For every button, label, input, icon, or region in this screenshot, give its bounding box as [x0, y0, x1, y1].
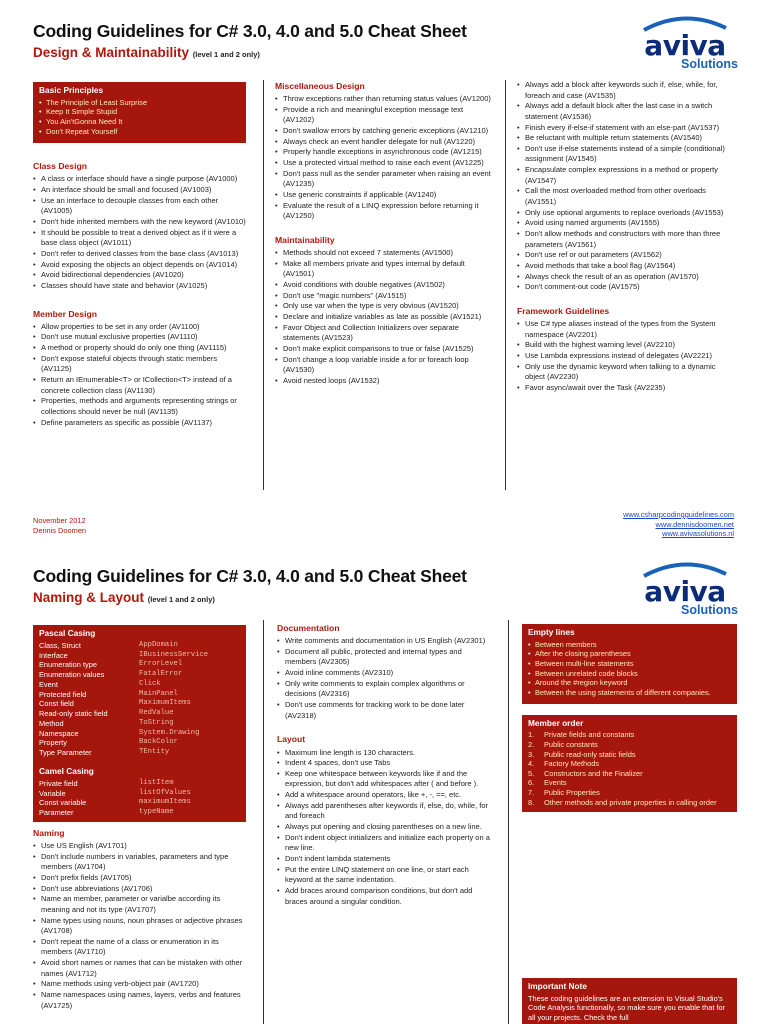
- list-item: • Don't use ref or out parameters (AV1562): [517, 250, 737, 261]
- naming-layout-sheet: [0, 548, 768, 1024]
- logo-word: aviva: [644, 29, 726, 62]
- list-item: • Don't indent lambda statements: [277, 854, 495, 865]
- casing-kind: Const variable: [39, 798, 87, 808]
- list-item: • Write comments and documentation in US English (AV2301): [277, 636, 495, 647]
- sheet-subtitle: [33, 588, 215, 607]
- casing-kind: Interface: [39, 650, 68, 660]
- list-item: • You Ain'tGonna Need It: [39, 117, 240, 127]
- casing-example: typeName: [139, 808, 174, 817]
- maintainability-continued-list: [517, 80, 737, 293]
- member-design-list: [33, 322, 246, 428]
- casing-example: Click: [139, 679, 161, 688]
- list-item: Public Properties: [544, 788, 600, 798]
- pascal-casing-table: [39, 641, 240, 758]
- list-item: • Avoid methods that take a bool flag (AV1564): [517, 261, 737, 272]
- table-row: [39, 651, 240, 661]
- list-item: • Return an IEnumerable<T> or ICollection<T> instead of a concrete collection class (AV1130): [33, 375, 246, 396]
- basic-principles-heading: Basic Principles: [39, 85, 104, 95]
- list-item: • Avoid conditions with double negatives (AV1502): [275, 280, 493, 291]
- list-item: • Don't use comments for tracking work to be done later (AV2318): [277, 700, 495, 721]
- misc-design-list: [275, 94, 493, 222]
- column-divider: [508, 620, 509, 1024]
- table-row: [39, 699, 240, 709]
- list-item: • The Principle of Least Surprise: [39, 98, 240, 108]
- list-item: • Don't use "magic numbers" (AV1515): [275, 291, 493, 302]
- table-row: [39, 779, 240, 789]
- logo-solutions: Solutions: [681, 57, 738, 71]
- list-item: • Use a protected virtual method to raise each event (AV1225): [275, 158, 493, 169]
- casing-example: maximumItems: [139, 798, 191, 807]
- casing-example: ToString: [139, 718, 174, 727]
- footer-author: Dennis Doomen: [33, 525, 86, 535]
- list-item: • An interface should be small and focused (AV1003): [33, 185, 246, 196]
- empty-lines-heading: Empty lines: [528, 627, 575, 637]
- documentation-heading: Documentation: [277, 623, 340, 633]
- list-item: • Don't Repeat Yourself: [39, 127, 240, 137]
- list-item: • Build with the highest warning level (AV2210): [517, 340, 737, 351]
- list-item: • Put the entire LINQ statement on one line, or start each keyword at the same indentation.: [277, 865, 495, 886]
- list-item: • Don't allow methods and constructors with more than three parameters (AV1561): [517, 229, 737, 250]
- list-item: • Don't use mutual exclusive properties (AV1110): [33, 332, 246, 343]
- class-design-heading: Class Design: [33, 161, 87, 172]
- column-divider: [505, 80, 506, 490]
- casing-kind: Private field: [39, 778, 78, 788]
- column-1: [33, 82, 246, 428]
- list-item: • Don't pass null as the sender parameter when raising an event (AV1235): [275, 169, 493, 190]
- table-row: [39, 798, 240, 808]
- list-item: • Don't make explicit comparisons to true or false (AV1525): [275, 344, 493, 355]
- list-item: • Don't use abbreviations (AV1706): [33, 884, 246, 895]
- camel-casing-table: [39, 779, 240, 818]
- casing-kind: Enumeration type: [39, 660, 97, 670]
- camel-casing-heading: Camel Casing: [39, 765, 94, 776]
- framework-heading: Framework Guidelines: [517, 305, 610, 316]
- maintainability-heading: Maintainability: [275, 234, 335, 245]
- list-item: • Name an member, parameter or varialbe according its meaning and not its type (AV1707): [33, 894, 246, 915]
- list-item: • Don't include numbers in variables, parameters and type members (AV1704): [33, 852, 246, 873]
- list-item: • Between unrelated code blocks: [528, 669, 731, 679]
- list-item: • Don't swallow errors by catching generic exceptions (AV1210): [275, 126, 493, 137]
- casing-example: FatalError: [139, 670, 183, 679]
- level-note: (level 1 and 2 only): [147, 595, 215, 604]
- list-item: • Make all members private and types internal by default (AV1501): [275, 259, 493, 280]
- list-item: • Document all public, protected and internal types and members (AV2305): [277, 647, 495, 668]
- list-item: • Between multi-line statements: [528, 659, 731, 669]
- list-item: • A class or interface should have a single purpose (AV1000): [33, 174, 246, 185]
- list-item: • Don't refer to derived classes from the base class (AV1013): [33, 249, 246, 260]
- list-item: • Avoid exposing the objects an object depends on (AV1014): [33, 260, 246, 271]
- list-item: • Add braces around comparison conditions, but don't add braces around a singular condition.: [277, 886, 495, 907]
- list-item: • Use C# type aliases instead of the types from the System namespace (AV2201): [517, 319, 737, 340]
- list-item: • Don't use if-else statements instead of a simple (conditional) assignment (AV1545): [517, 144, 737, 165]
- footer-link[interactable]: www.csharpcodingguidelines.com: [623, 510, 734, 519]
- list-item: • Always check an event handler delegate for null (AV1220): [275, 137, 493, 148]
- list-item: • Define parameters as specific as possible (AV1137): [33, 418, 246, 429]
- list-item: • Be reluctant with multiple return statements (AV1540): [517, 133, 737, 144]
- list-item: • Indent 4 spaces, don't use Tabs: [277, 758, 495, 769]
- list-item: • Keep It Simple Stupid: [39, 107, 240, 117]
- class-design-list: [33, 174, 246, 291]
- list-item: Public read-only static fields: [544, 749, 636, 759]
- casing-kind: Enumeration values: [39, 670, 105, 680]
- list-item: • Call the most overloaded method from other overloads (AV1551): [517, 186, 737, 207]
- list-item: • Use generic constraints if applicable (AV1240): [275, 190, 493, 201]
- list-item: • Evaluate the result of a LINQ expression before returning it (AV1250): [275, 201, 493, 222]
- logo-word: aviva: [644, 575, 726, 608]
- footer-date: November 2012: [33, 516, 86, 525]
- footer-link[interactable]: www.avivasolutions.nl: [662, 529, 734, 539]
- sheet-subtitle: [33, 43, 260, 62]
- member-design-heading: Member Design: [33, 308, 97, 319]
- logo-solutions: Solutions: [681, 603, 738, 617]
- sheet-title: Coding Guidelines for C# 3.0, 4.0 and 5.0 Cheat Sheet: [33, 21, 467, 41]
- list-item: • Only use optional arguments to replace overloads (AV1553): [517, 208, 737, 219]
- important-note-box: [522, 978, 737, 1024]
- empty-lines-box: [522, 624, 737, 704]
- table-row: [39, 719, 240, 729]
- level-note: (level 1 and 2 only): [192, 50, 260, 59]
- casing-kind: Class, Struct: [39, 640, 81, 650]
- list-item: • Only write comments to explain complex algorithms or decisions (AV2316): [277, 679, 495, 700]
- table-row: [39, 808, 240, 818]
- column-divider: [263, 80, 264, 490]
- layout-heading: Layout: [277, 734, 306, 745]
- aviva-logo: [630, 12, 740, 70]
- list-item: Factory Methods: [544, 759, 600, 769]
- list-item: • Use Lambda expressions instead of delegates (AV2221): [517, 351, 737, 362]
- list-item: • Encapsulate complex expressions in a method or property (AV1547): [517, 165, 737, 186]
- list-item: • Between members: [528, 640, 731, 650]
- list-item: • Provide a rich and meaningful exception message text (AV1202): [275, 105, 493, 126]
- list-item: • Methods should not exceed 7 statements (AV1500): [275, 248, 493, 259]
- list-item: • Always put opening and closing parentheses on a new line.: [277, 822, 495, 833]
- list-item: • A method or property should do only one thing (AV1115): [33, 343, 246, 354]
- list-item: • Don't prefix fields (AV1705): [33, 873, 246, 884]
- misc-design-heading: Miscellaneous Design: [275, 81, 365, 91]
- casing-example: AppDomain: [139, 640, 178, 649]
- casing-example: MainPanel: [139, 689, 178, 698]
- list-item: • Avoid inline comments (AV2310): [277, 668, 495, 679]
- layout-list: [277, 748, 495, 908]
- list-item: Private fields and constants: [544, 730, 635, 740]
- list-item: • After the closing parentheses: [528, 649, 731, 659]
- pascal-casing-heading: Pascal Casing: [39, 628, 96, 638]
- list-item: • Name methods using verb-object pair (AV1720): [33, 979, 246, 990]
- list-item: • Declare and initialize variables as late as possible (AV1521): [275, 312, 493, 323]
- footer-link[interactable]: www.dennisdoomen.net: [655, 519, 734, 529]
- list-item: • Classes should have state and behavior (AV1025): [33, 281, 246, 292]
- list-item: • Use US English (AV1701): [33, 841, 246, 852]
- list-item: • Avoid using named arguments (AV1555): [517, 218, 737, 229]
- list-item: • Favor Object and Collection Initializers over separate statements (AV1523): [275, 323, 493, 344]
- list-item: • Avoid short names or names that can be mistaken with other names (AV1712): [33, 958, 246, 979]
- list-item: • Name types using nouns, noun phrases or adjective phrases (AV1708): [33, 916, 246, 937]
- maintainability-list: [275, 248, 493, 386]
- list-item: • Avoid bidirectional dependencies (AV1020): [33, 270, 246, 281]
- casing-kind: Method: [39, 718, 64, 728]
- list-item: • Name namespaces using names, layers, verbs and features (AV1725): [33, 990, 246, 1011]
- list-item: • Only use the dynamic keyword when talking to a dynamic object (AV2230): [517, 362, 737, 383]
- casing-kind: Type Parameter: [39, 748, 92, 758]
- list-item: • Always add parentheses after keywords if, else, do, while, for and foreach: [277, 801, 495, 822]
- table-row: [39, 680, 240, 690]
- casing-example: MaximumItems: [139, 699, 191, 708]
- casing-kind: Namespace: [39, 728, 79, 738]
- member-order-heading: Member order: [528, 717, 584, 728]
- subtitle-text: Design & Maintainability: [33, 45, 190, 60]
- column-2: [275, 80, 493, 386]
- casing-kind: Const field: [39, 699, 74, 709]
- list-item: • Don't repeat the name of a class or enumeration in its members (AV1710): [33, 937, 246, 958]
- casing-example: BackColor: [139, 738, 178, 747]
- column-3: [522, 624, 737, 812]
- casing-example: listOfValues: [139, 788, 191, 797]
- column-3: [517, 80, 737, 394]
- list-item: • Only use var when the type is very obvious (AV1520): [275, 301, 493, 312]
- basic-principles-box: [33, 82, 246, 143]
- list-item: • Don't comment-out code (AV1575): [517, 282, 737, 293]
- list-item: • Always check the result of an as operation (AV1570): [517, 272, 737, 283]
- list-item: • Allow properties to be set in any order (AV1100): [33, 322, 246, 333]
- documentation-list: [277, 636, 495, 721]
- casing-box: [33, 625, 246, 822]
- table-row: [39, 738, 240, 748]
- casing-kind: Property: [39, 738, 67, 748]
- casing-example: System.Drawing: [139, 728, 200, 737]
- list-item: Other methods and private properties in calling order: [544, 797, 717, 807]
- list-item: • Don't indent object initializers and initialize each property on a new line.: [277, 833, 495, 854]
- framework-list: [517, 319, 737, 393]
- sheet-title: Coding Guidelines for C# 3.0, 4.0 and 5.0 Cheat Sheet: [33, 566, 467, 586]
- list-item: Constructors and the Finalizer: [544, 768, 643, 778]
- list-item: • Favor async/await over the Task (AV2235): [517, 383, 737, 394]
- list-item: • Always add a block after keywords such if, else, while, for, foreach and case (AV1535): [517, 80, 737, 101]
- casing-example: IBusinessService: [139, 650, 209, 659]
- list-item: • Always add a default block after the last case in a switch statement (AV1536): [517, 101, 737, 122]
- table-row: [39, 748, 240, 758]
- casing-kind: Event: [39, 679, 58, 689]
- table-row: [39, 641, 240, 651]
- list-item: • Don't hide inherited members with the new keyword (AV1010): [33, 217, 246, 228]
- casing-example: TEntity: [139, 748, 170, 757]
- list-item: • It should be possible to treat a derived object as if it were a base class object (AV1011): [33, 228, 246, 249]
- list-item: • Maximum line length is 130 characters.: [277, 748, 495, 759]
- list-item: • Add a whitespace around operators, like +, -, ==, etc.: [277, 790, 495, 801]
- casing-example: listItem: [139, 778, 174, 787]
- naming-heading: Naming: [33, 827, 65, 838]
- list-item: • Between the using statements of different companies.: [528, 688, 731, 698]
- footer-meta: [33, 516, 86, 535]
- list-item: Events: [544, 778, 567, 788]
- list-item: • Finish every if-else-if statement with an else-part (AV1537): [517, 123, 737, 134]
- naming-list: [33, 841, 246, 1011]
- table-row: [39, 690, 240, 700]
- list-item: • Properly handle exceptions in asynchronous code (AV1215): [275, 147, 493, 158]
- table-row: [39, 729, 240, 739]
- list-item: • Properties, methods and arguments representing strings or collections should never be null (AV1135): [33, 396, 246, 417]
- list-item: • Keep one whitespace between keywords like if and the expression, but don't add whitespaces after ( and before ).: [277, 769, 495, 790]
- table-row: [39, 670, 240, 680]
- aviva-logo: [630, 558, 740, 616]
- footer-links: [623, 510, 734, 539]
- list-item: • Don't expose stateful objects through static members (AV1125): [33, 354, 246, 375]
- table-row: [39, 789, 240, 799]
- casing-kind: Parameter: [39, 808, 74, 818]
- column-1: [33, 625, 246, 1011]
- important-note-text: These coding guidelines are an extension to Visual Studio's Code Analysis functionally, so make sure you enable that for all your projects. Check the full: [528, 993, 726, 1022]
- column-2: [277, 622, 495, 907]
- casing-example: RedValue: [139, 709, 174, 718]
- column-divider: [263, 620, 264, 1024]
- casing-example: ErrorLevel: [139, 660, 183, 669]
- casing-kind: Variable: [39, 788, 66, 798]
- subtitle-text: Naming & Layout: [33, 590, 145, 605]
- member-order-box: [522, 715, 737, 813]
- list-item: Public constants: [544, 739, 598, 749]
- list-item: • Around the #region keyword: [528, 678, 731, 688]
- list-item: • Use an interface to decouple classes from each other (AV1005): [33, 196, 246, 217]
- casing-kind: Read-only static field: [39, 709, 108, 719]
- table-row: [39, 660, 240, 670]
- list-item: • Don't change a loop variable inside a for or foreach loop (AV1530): [275, 355, 493, 376]
- important-note-heading: Important Note: [528, 981, 587, 991]
- casing-kind: Protected field: [39, 689, 87, 699]
- table-row: [39, 709, 240, 719]
- list-item: • Avoid nested loops (AV1532): [275, 376, 493, 387]
- list-item: • Throw exceptions rather than returning status values (AV1200): [275, 94, 493, 105]
